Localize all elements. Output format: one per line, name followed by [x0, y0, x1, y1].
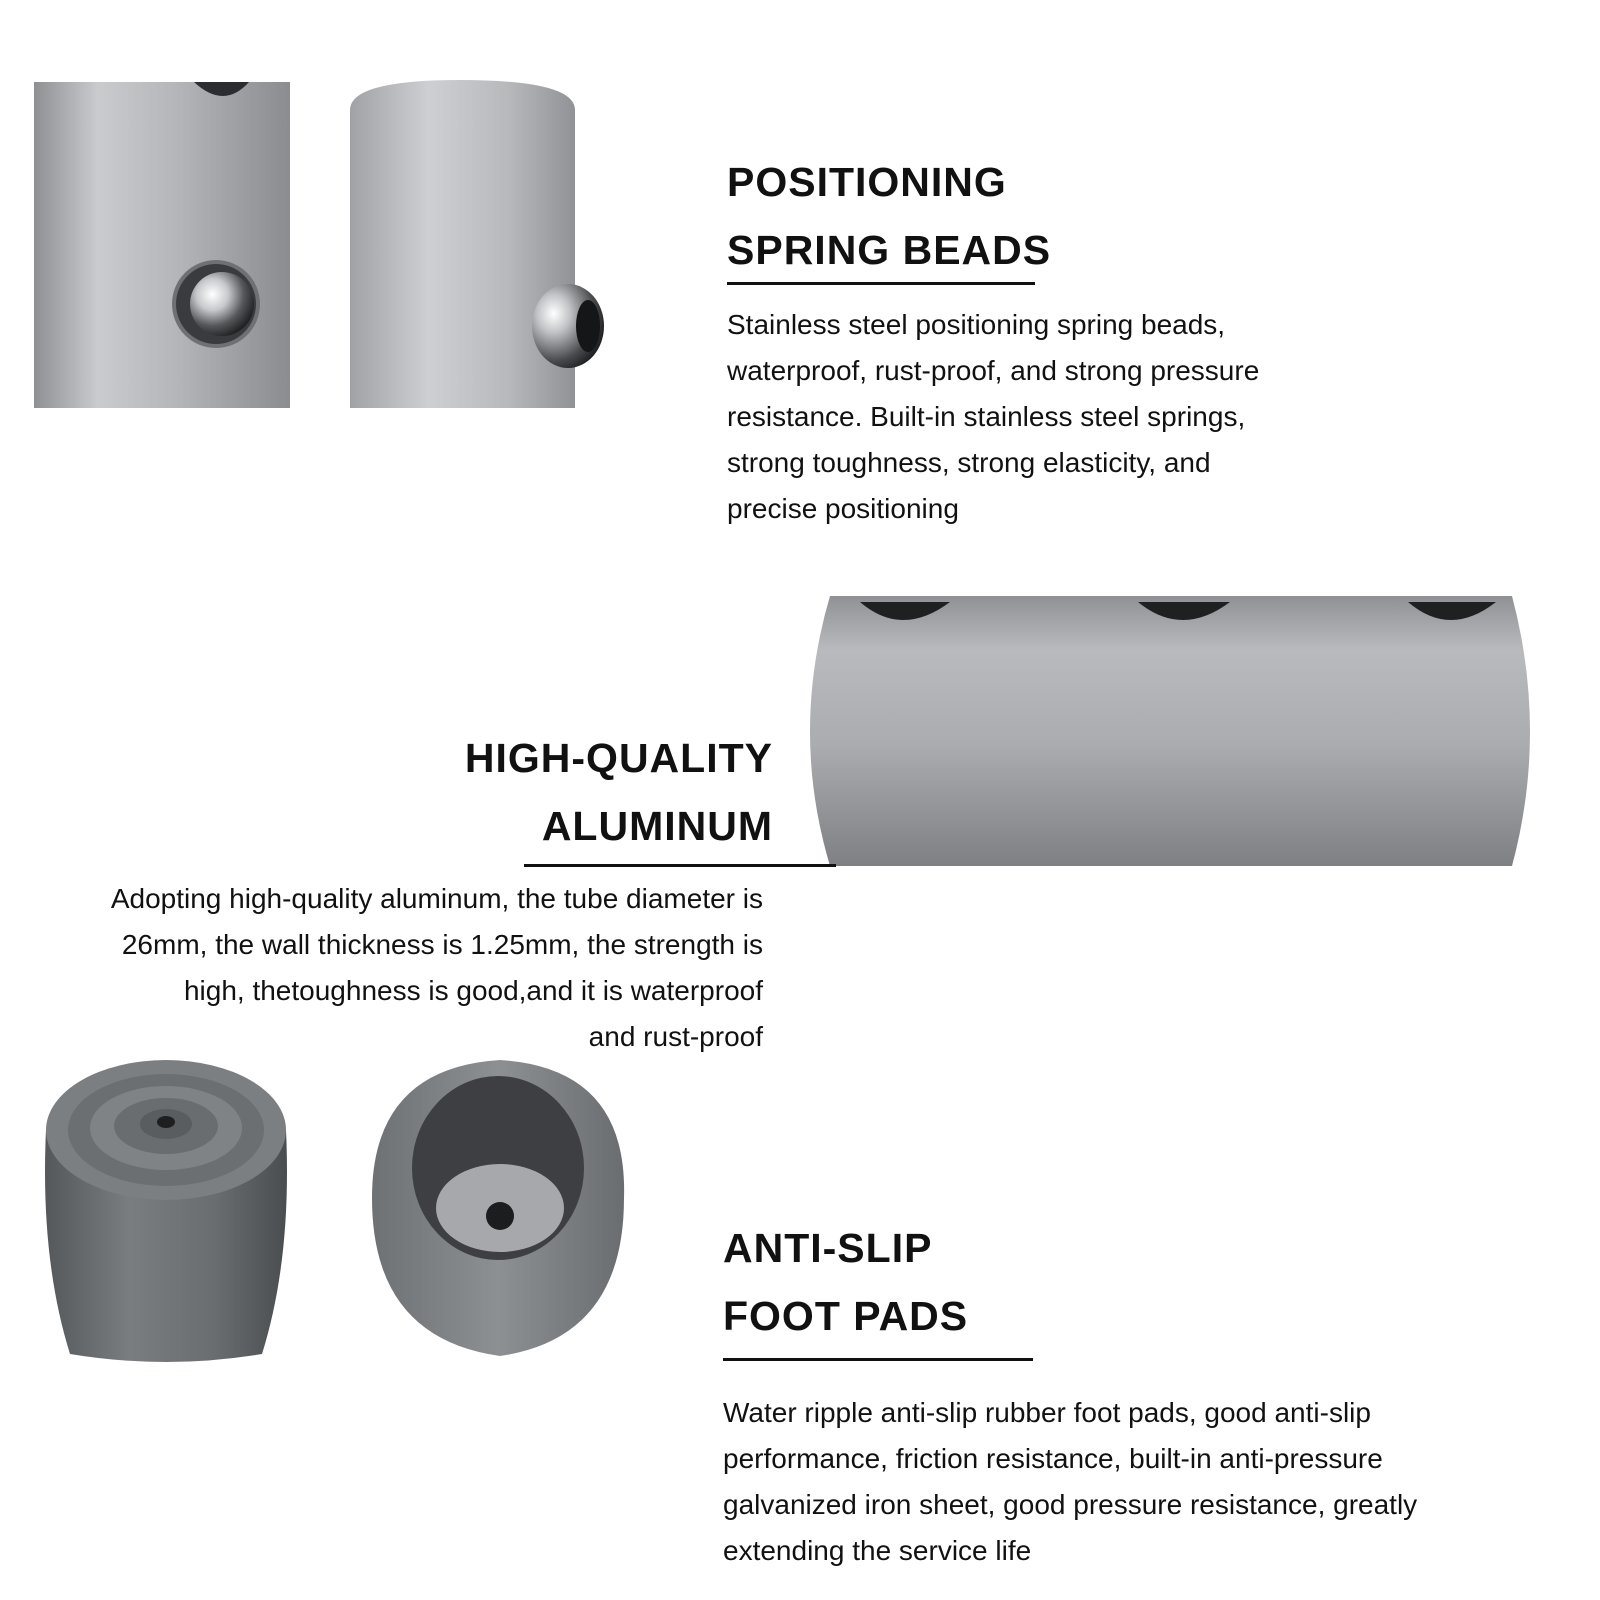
aluminum-title-line2: ALUMINUM — [541, 803, 773, 849]
foot-pads-desc-line: performance, friction resistance, built-in anti-pressure — [723, 1443, 1383, 1474]
spring-beads-desc-line: precise positioning — [727, 493, 959, 524]
aluminum-title — [380, 724, 773, 860]
foot-pads-desc-line: Water ripple anti-slip rubber foot pads, good anti-slip — [723, 1397, 1371, 1428]
foot-pads-desc-line: galvanized iron sheet, good pressure resistance, greatly — [723, 1489, 1418, 1520]
spring-beads-desc-line: strong toughness, strong elasticity, and — [727, 447, 1211, 478]
foot-pads-divider — [723, 1358, 1033, 1361]
foot-pads-title-line1: ANTI-SLIP — [723, 1225, 933, 1271]
aluminum-desc-line: high, thetoughness is good,and it is waterproof — [183, 975, 763, 1006]
spring-beads-title-line2: SPRING BEADS — [727, 227, 1052, 273]
foot-pad-bottom-view-photo — [372, 1048, 628, 1360]
spring-beads-desc-line: Stainless steel positioning spring beads, — [727, 309, 1226, 340]
spring-bead-tube-photo-front — [34, 82, 290, 408]
spring-bead-tube-photo-side — [350, 80, 605, 408]
spring-beads-title-line1: POSITIONING — [727, 159, 1007, 205]
aluminum-desc-line: Adopting high-quality aluminum, the tube diameter is — [110, 883, 763, 914]
foot-pads-desc-line: extending the service life — [723, 1535, 1032, 1566]
foot-pads-title-line2: FOOT PADS — [723, 1293, 969, 1339]
aluminum-title-line1: HIGH-QUALITY — [464, 735, 773, 781]
foot-pad-top-view-photo — [40, 1058, 292, 1364]
foot-pads-description — [723, 1390, 1417, 1574]
aluminum-desc-line: 26mm, the wall thickness is 1.25mm, the strength is — [121, 929, 763, 960]
aluminum-desc-line: and rust-proof — [588, 1021, 763, 1052]
aluminum-divider — [524, 864, 836, 867]
spring-beads-description — [727, 302, 1259, 532]
aluminum-tube-photo — [790, 594, 1550, 870]
spring-beads-desc-line: waterproof, rust-proof, and strong pressure — [727, 355, 1260, 386]
spring-beads-divider — [727, 282, 1035, 285]
aluminum-description — [8, 876, 763, 1060]
spring-beads-title — [727, 148, 1051, 284]
foot-pads-title — [723, 1214, 968, 1350]
spring-beads-desc-line: resistance. Built-in stainless steel springs, — [727, 401, 1246, 432]
